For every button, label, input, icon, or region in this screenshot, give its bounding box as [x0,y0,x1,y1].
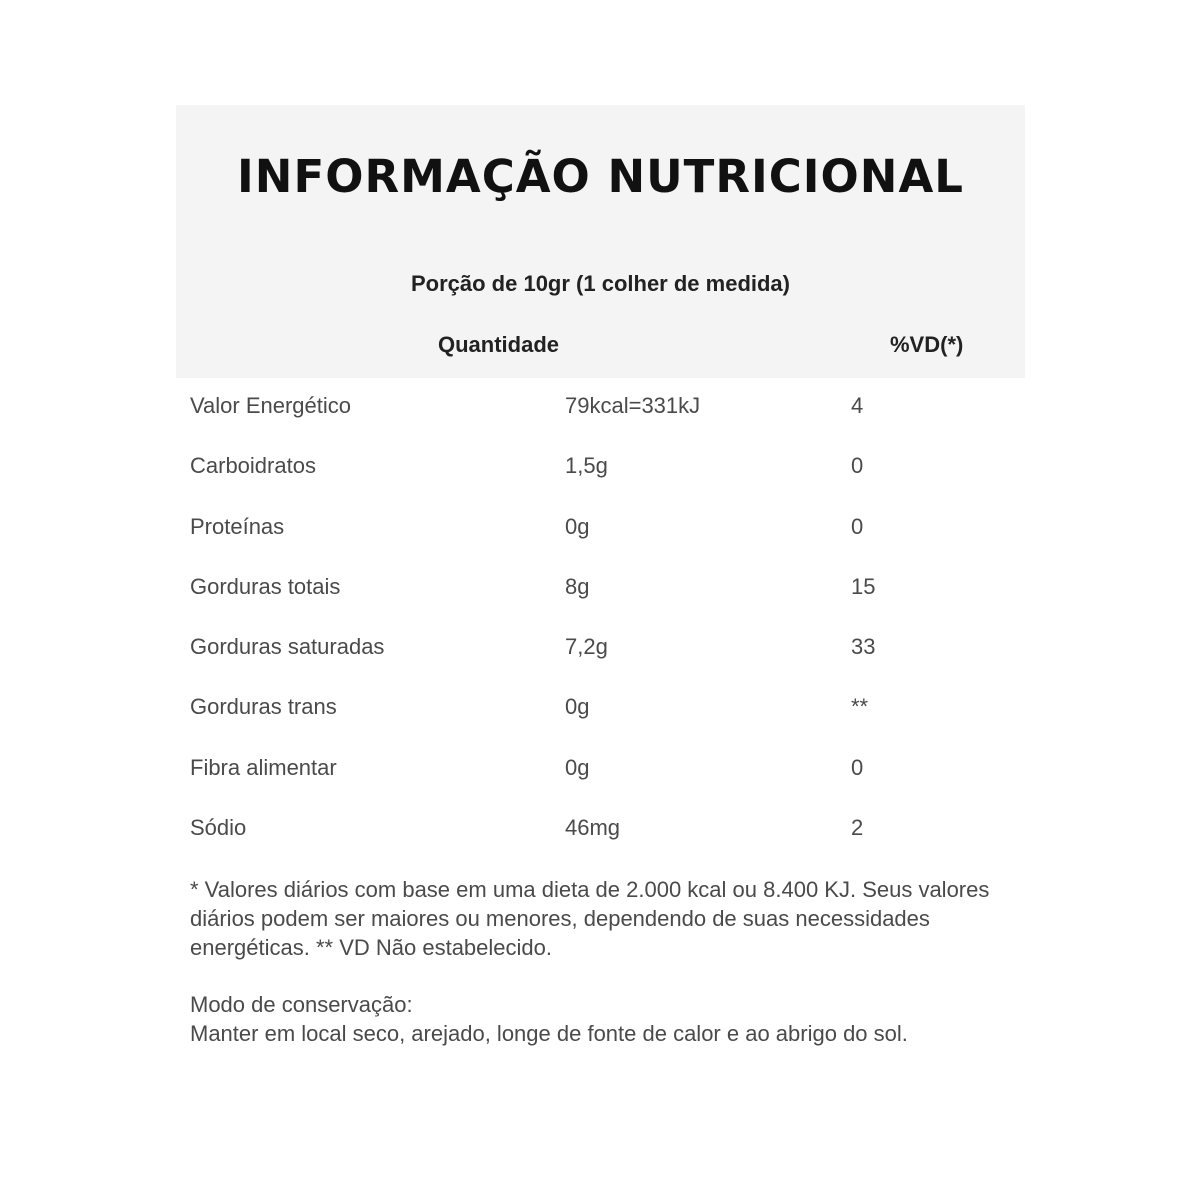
nutrient-daily-value: 0 [851,453,864,479]
nutrient-daily-value: 0 [851,513,864,539]
nutrient-amount: 0g [565,694,590,720]
storage-instructions [190,990,1010,1048]
table-row [0,619,1200,679]
nutrient-amount: 1,5g [565,453,608,479]
nutrient-daily-value: ** [851,694,869,720]
nutrient-name: Proteínas [190,513,285,539]
nutrient-amount: 0g [565,513,590,539]
nutrient-name: Gorduras totais [190,573,341,599]
column-header-quantity: Quantidade [438,332,560,357]
table-row [0,800,1200,860]
nutrient-name: Gorduras saturadas [190,634,385,660]
nutrient-name: Fibra alimentar [190,754,337,780]
page-title: INFORMAÇÃO NUTRICIONAL [237,150,964,203]
storage-text: Manter em local seco, arejado, longe de fonte de calor e ao abrigo do sol. [190,1021,908,1046]
nutrient-amount: 7,2g [565,634,608,660]
nutrient-daily-value: 4 [851,393,864,418]
table-row [0,438,1200,498]
nutrient-daily-value: 15 [851,573,876,599]
table-row [0,559,1200,619]
nutrient-amount: 79kcal=331kJ [565,393,701,418]
nutrient-daily-value: 33 [851,634,876,660]
nutrient-daily-value: 2 [851,815,864,841]
nutrient-amount: 8g [565,573,590,599]
table-row [0,740,1200,800]
storage-heading: Modo de conservação: [190,992,413,1017]
nutrient-name: Valor Energético [190,393,352,418]
nutrient-name: Carboidratos [190,453,316,479]
daily-value-footnote: * Valores diários com base em uma dieta de 2.000 kcal ou 8.400 KJ. Seus valores diários podem ser maiores ou menores, dependendo de suas necessidades energéticas. ** VD Não estabelecido. [190,877,990,960]
serving-size: Porção de 10gr (1 colher de medida) [410,271,790,296]
nutrient-amount: 0g [565,754,590,780]
table-row [0,499,1200,559]
nutrient-amount: 46mg [565,815,621,841]
table-row [0,378,1200,438]
nutrient-name: Gorduras trans [190,694,337,720]
column-header-daily-value: %VD(*) [890,332,964,357]
nutrient-daily-value: 0 [851,754,864,780]
nutrition-table [0,378,1200,860]
nutrient-name: Sódio [190,815,247,841]
table-row [0,679,1200,739]
